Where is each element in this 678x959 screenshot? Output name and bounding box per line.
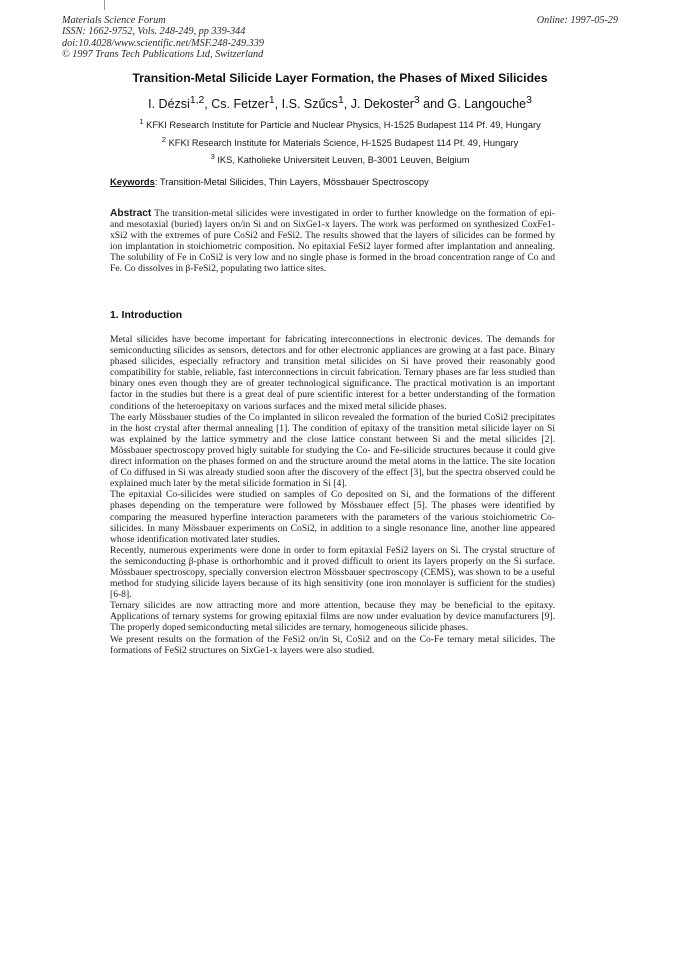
issn-line: ISSN: 1662-9752, Vols. 248-249, pp 339-344: [62, 26, 246, 38]
journal-name: Materials Science Forum: [62, 15, 166, 26]
abstract: [110, 208, 555, 275]
affiliation-text: IKS, Katholieke Universiteit Leuven, B-3001 Leuven, Belgium: [217, 155, 470, 166]
author-list: [62, 95, 618, 111]
introduction-heading: 1. Introduction: [110, 310, 183, 321]
author-name: I.S. Szűcs: [281, 97, 338, 112]
online-date: Online: 1997-05-29: [536, 15, 618, 26]
affiliation-1: [62, 117, 618, 130]
keywords-text: Transition-Metal Silicides, Thin Layers, Mössbauer Spectroscopy: [159, 176, 429, 187]
intro-paragraph: The early Mössbauer studies of the Co implanted in silicon revealed the formation of the buried CoSi2 precipitates in the host crystal after thermal annealing [1]. The condition of epitaxy of the transition metal silicide layer on Si was explained by the lattice symmetry and the close lattice constant between Si and the metal silicides [2]. Mössbauer spectroscopy proved higly suitable for studying the Co- and Fe-silicide structures because it could give direct information on the phases formed on and the structure around the metal atoms in the lattice. The site location of Co diffused in Si was already studied soon after the discovery of the effect [3], but the spectra observed could be explained much later by the metal silicide formation in Si [4].: [110, 411, 555, 490]
intro-paragraph: We present results on the formation of the FeSi2 on/in Si, CoSi2 and on the Co-Fe ternary metal silicides. The formations of FeSi2 structures on SixGe1-x layers were also studied.: [110, 633, 555, 656]
keywords-line: Keywords: Transition-Metal Silicides, Thin Layers, Mössbauer Spectroscopy: [110, 176, 429, 187]
affiliation-text: KFKI Research Institute for Materials Science, H-1525 Budapest 114 Pf. 49, Hungary: [168, 138, 519, 149]
crop-mark: [104, 0, 105, 10]
author-separator: ,: [343, 97, 351, 112]
affiliation-2: [62, 135, 618, 148]
intro-paragraph: Ternary silicides are now attracting more and more attention, because they may be beneficial to the epitaxy. Applications of ternary systems for growing epitaxial films are now under evaluation by device manufacturers [9]. The properly doped semiconducting metal silicides are ternary, homogeneous silicide phases.: [110, 600, 555, 634]
intro-paragraph: The epitaxial Co-silicides were studied on samples of Co deposited on Si, and the formations of the different phases depending on the temperature were followed by Mössbauer effect [5]. The phases were identified by comparing the measured hyperfine interaction parameters with the parameters of the various stoichiometric Co-silicides. In many Mössbauer experiments on CoSi2, in addition to a single resonance line, another line appeared whose identification motivated later studies.: [110, 489, 555, 545]
abstract-label: Abstract: [110, 208, 152, 219]
author-sup: 3: [413, 95, 420, 106]
intro-paragraph: Metal silicides have become important for fabricating interconnections in electronic devices. The demands for semiconducting silicides as sensors, detectors and for other electronic appliances are growing at a fast pace. Binary phased silicides, especially refractory and transition metal silicides on Si have proved their reasonably good compatibility for stable, reliable, fast interconnections in circuit fabrication. Ternary phases are far less studied than binary ones even though they are of greater technological significance. The practical motivation is an important factor in the studies but there is a great deal of pure scientific interest for a better understanding of the formation conditions of the heteroepitaxy on various surfaces and the mixed metal silicide phases.: [110, 334, 555, 412]
copyright-line: © 1997 Trans Tech Publications Ltd, Switzerland: [62, 48, 264, 60]
abstract-text: The transition-metal silicides were investigated in order to further knowledge on the formation of epi- and mesotaxial (buried) layers on/in Si and on SixGe1-x layers. The work was performed on synthesized CoxFe1-xSi2 with the extremes of pure CoSi2 and FeSi2. The results showed that the layers of silicides can be formed by ion implantation in stoichiometric composition. No epitaxial FeSi2 layer formed after implantation and annealing. The solubility of Fe in CoSi2 is very low and no single phase is formed in the broad concentration range of Co and Fe. Co dissolves in β-FeSi2, populating two lattice sites.: [110, 208, 555, 275]
affiliation-3: [62, 152, 618, 165]
keywords-label: Keywords: [110, 176, 155, 187]
author-sup: 3: [526, 95, 532, 106]
affiliation-number: 2: [161, 135, 167, 144]
affiliation-number: 1: [139, 117, 144, 126]
author-separator: and: [419, 97, 448, 112]
journal-header: [62, 15, 618, 60]
intro-paragraph: Recently, numerous experiments were done in order to form epitaxial FeSi2 layers on Si. The crystal structure of the semiconducting β-phase is orthorhombic and it proved difficult to orient its layers properly on the Si surface. Mössbauer spectroscopy, specially conversion electron Mössbauer spectroscopy (CEMS), was shown to be a useful method for studying silicide layers because of its high sensitivity (one iron monolayer is sufficient for the studies) [6-8].: [110, 544, 555, 601]
author-separator: ,: [274, 97, 282, 112]
author-name: Cs. Fetzer: [211, 97, 269, 112]
doi-line: doi:10.4028/www.scientific.net/MSF.248-249.339: [62, 37, 264, 49]
author-name: J. Dekoster: [350, 97, 414, 112]
paper-title: Transition-Metal Silicide Layer Formation, the Phases of Mixed Silicides: [132, 71, 548, 85]
author-sup: 1: [268, 95, 275, 106]
affiliation-text: KFKI Research Institute for Particle and Nuclear Physics, H-1525 Budapest 114 Pf. 49, Hungary: [146, 120, 541, 131]
affiliation-number: 3: [210, 152, 215, 161]
introduction-body: [110, 334, 555, 656]
author-name: I. Dézsi: [148, 97, 190, 112]
author-sup: 1: [337, 95, 344, 106]
author-sup: 1,2: [189, 95, 205, 106]
author-separator: ,: [204, 97, 212, 112]
author-name: G. Langouche: [447, 97, 527, 112]
